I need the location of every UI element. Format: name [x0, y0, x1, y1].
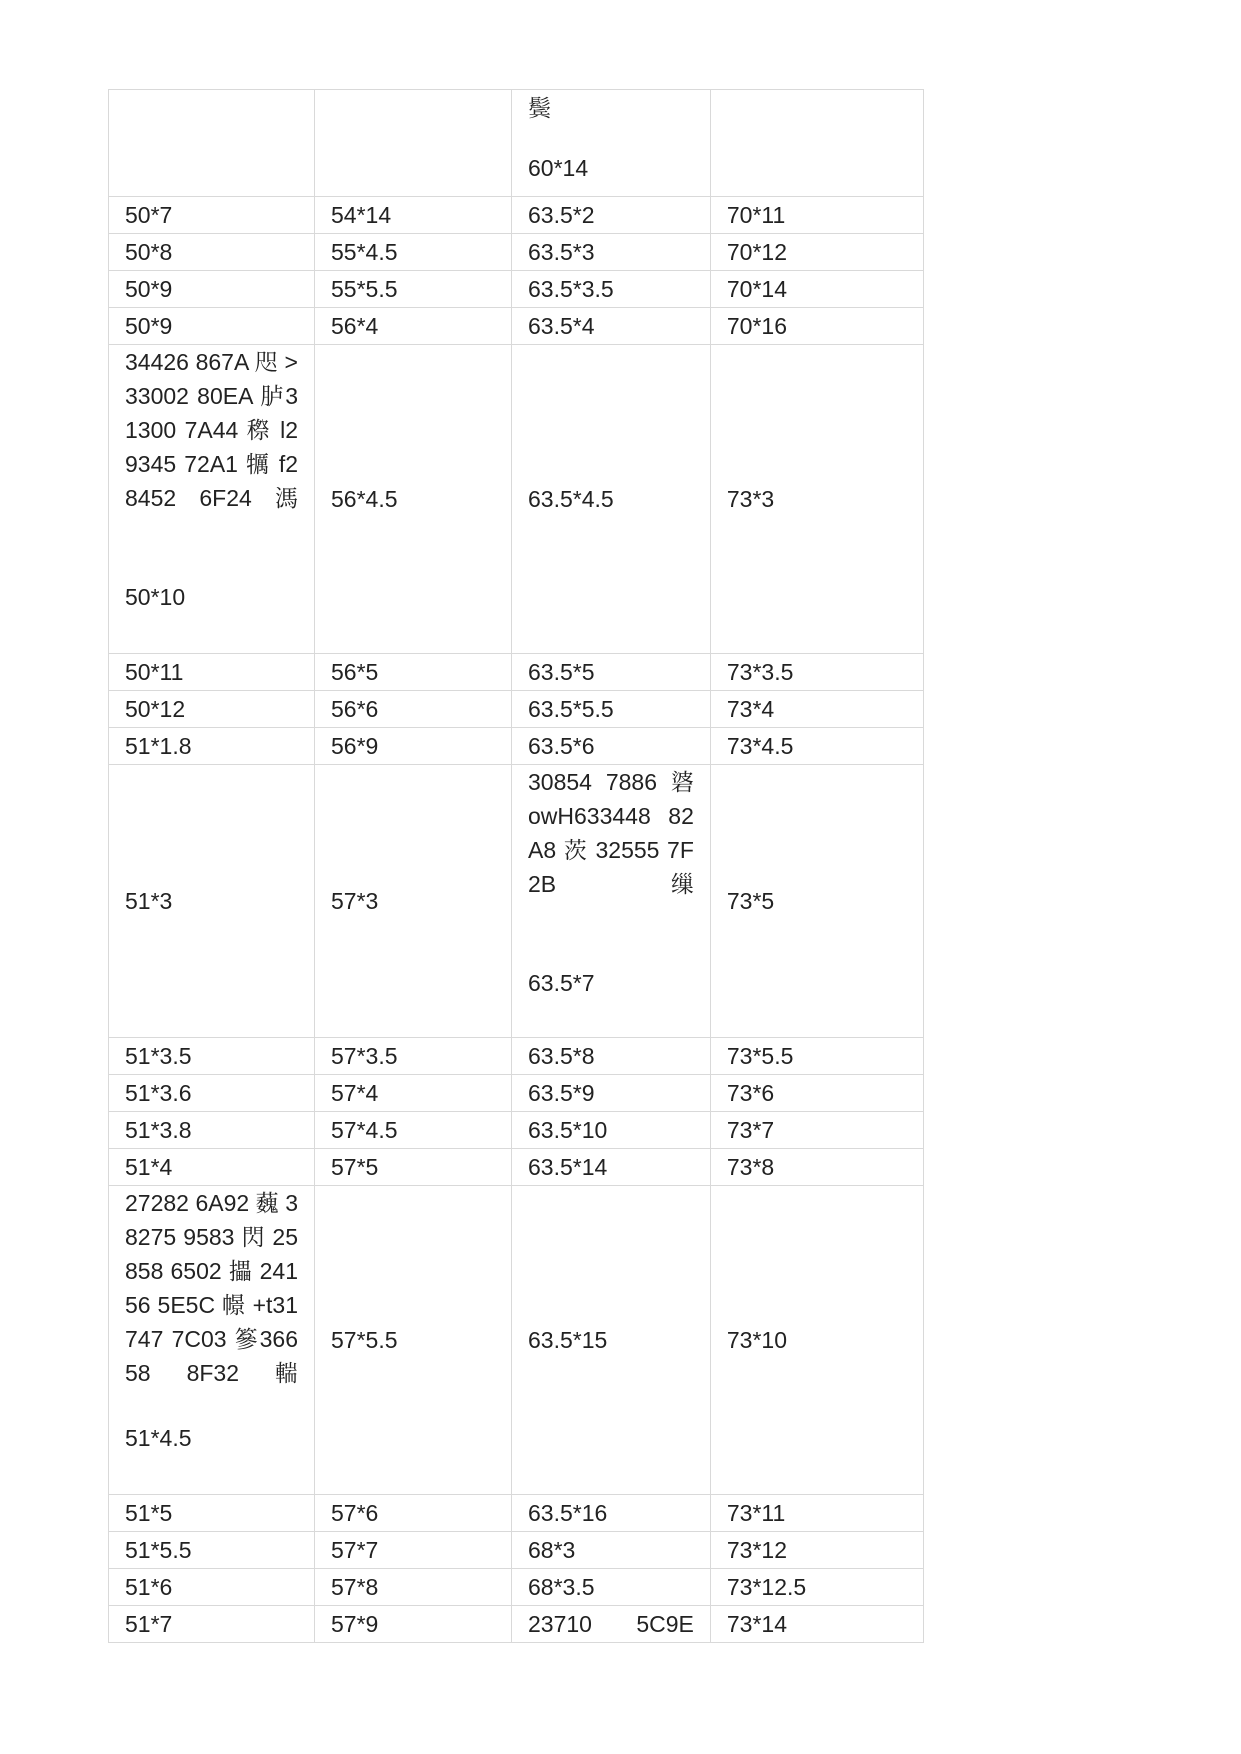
table-cell: 63.5*3.5 [512, 271, 711, 308]
table-cell: 63.5*5.5 [512, 691, 711, 728]
table-row [109, 1149, 924, 1186]
table-cell [512, 90, 711, 197]
table-row [109, 654, 924, 691]
cell-value: 60*14 [528, 155, 589, 181]
table-cell: 57*3.5 [315, 1038, 512, 1075]
table-cell: 51*5.5 [109, 1532, 315, 1569]
table-cell: 63.5*15 [512, 1186, 711, 1495]
table-cell: 63.5*3 [512, 234, 711, 271]
cell-value: 51*4.5 [125, 1425, 192, 1451]
table-cell [710, 90, 923, 197]
garbled-text: 鬓 [528, 95, 551, 121]
table-row [109, 1112, 924, 1149]
table-row [109, 1186, 924, 1495]
table-cell: 23710 5C9E [512, 1606, 711, 1643]
table-cell: 57*8 [315, 1569, 512, 1606]
table-cell: 63.5*9 [512, 1075, 711, 1112]
table-cell: 51*3.5 [109, 1038, 315, 1075]
table-cell: 73*4 [710, 691, 923, 728]
table-cell: 70*11 [710, 197, 923, 234]
table-cell: 51*7 [109, 1606, 315, 1643]
table-row [109, 1532, 924, 1569]
table-cell: 63.5*6 [512, 728, 711, 765]
table-cell: 73*7 [710, 1112, 923, 1149]
table-cell: 73*10 [710, 1186, 923, 1495]
table-cell: 73*14 [710, 1606, 923, 1643]
table-cell: 70*14 [710, 271, 923, 308]
table-row [109, 197, 924, 234]
table-cell: 57*4 [315, 1075, 512, 1112]
table-cell: 56*9 [315, 728, 512, 765]
table-cell: 57*4.5 [315, 1112, 512, 1149]
table-row [109, 1495, 924, 1532]
garbled-text: 34426 867A 咫 >33002 80EA 胪31300 7A44 穄 l29345 72A1 犡 f28452 6F24 溤 [125, 349, 298, 511]
table-cell: 63.5*8 [512, 1038, 711, 1075]
table-cell: 51*3 [109, 765, 315, 1038]
table-row [109, 1075, 924, 1112]
table-cell: 63.5*2 [512, 197, 711, 234]
table-cell: 51*1.8 [109, 728, 315, 765]
table-cell: 51*4 [109, 1149, 315, 1186]
table-cell: 51*5 [109, 1495, 315, 1532]
table-row [109, 1606, 924, 1643]
table-cell: 50*9 [109, 271, 315, 308]
table-cell: 51*6 [109, 1569, 315, 1606]
table-cell: 50*9 [109, 308, 315, 345]
table-row [109, 271, 924, 308]
table-cell: 73*5 [710, 765, 923, 1038]
table-cell: 50*12 [109, 691, 315, 728]
table-cell: 55*4.5 [315, 234, 512, 271]
table-cell [109, 345, 315, 654]
table-cell: 70*12 [710, 234, 923, 271]
table-cell: 57*3 [315, 765, 512, 1038]
table-cell: 56*6 [315, 691, 512, 728]
table-row [109, 345, 924, 654]
table-cell [512, 765, 711, 1038]
table-cell: 51*3.6 [109, 1075, 315, 1112]
table-cell: 73*6 [710, 1075, 923, 1112]
table-cell: 73*3 [710, 345, 923, 654]
table-cell [109, 1186, 315, 1495]
table-cell [109, 90, 315, 197]
table-cell: 57*5.5 [315, 1186, 512, 1495]
table-cell: 57*6 [315, 1495, 512, 1532]
table-cell: 56*4 [315, 308, 512, 345]
table-cell: 56*5 [315, 654, 512, 691]
table-cell: 73*8 [710, 1149, 923, 1186]
table-row [109, 234, 924, 271]
table-cell: 73*12 [710, 1532, 923, 1569]
table-cell: 73*4.5 [710, 728, 923, 765]
table-row [109, 765, 924, 1038]
table-cell: 57*7 [315, 1532, 512, 1569]
table-cell: 70*16 [710, 308, 923, 345]
table-cell: 57*9 [315, 1606, 512, 1643]
table-cell: 63.5*16 [512, 1495, 711, 1532]
cell-value: 63.5*7 [528, 970, 595, 996]
table-cell: 68*3.5 [512, 1569, 711, 1606]
table-cell: 50*11 [109, 654, 315, 691]
table-cell: 63.5*14 [512, 1149, 711, 1186]
table-row [109, 308, 924, 345]
table-cell: 51*3.8 [109, 1112, 315, 1149]
table-row [109, 1038, 924, 1075]
table-cell [315, 90, 512, 197]
table-cell: 73*5.5 [710, 1038, 923, 1075]
table-cell: 63.5*4.5 [512, 345, 711, 654]
table-cell: 57*5 [315, 1149, 512, 1186]
table-cell: 63.5*10 [512, 1112, 711, 1149]
size-spec-table [108, 89, 924, 1643]
garbled-text: 27282 6A92 蘶 38275 9583 閃 25858 6502 攂 24156 5E5C 幜 +t31747 7C03 篸36658 8F32 輲 [125, 1190, 298, 1386]
table-cell: 56*4.5 [315, 345, 512, 654]
table-cell: 68*3 [512, 1532, 711, 1569]
table-row [109, 1569, 924, 1606]
table-cell: 63.5*4 [512, 308, 711, 345]
table-row [109, 691, 924, 728]
table-cell: 73*12.5 [710, 1569, 923, 1606]
table-cell: 73*11 [710, 1495, 923, 1532]
table-cell: 63.5*5 [512, 654, 711, 691]
table-row [109, 90, 924, 197]
table-cell: 73*3.5 [710, 654, 923, 691]
table-cell: 55*5.5 [315, 271, 512, 308]
cell-value: 50*10 [125, 584, 186, 610]
table-cell: 50*8 [109, 234, 315, 271]
table-cell: 50*7 [109, 197, 315, 234]
table-cell: 54*14 [315, 197, 512, 234]
table-row [109, 728, 924, 765]
garbled-text: 30854 7886 碆 owH633448 82A8 茨 32555 7F2B 缫 [528, 769, 694, 897]
